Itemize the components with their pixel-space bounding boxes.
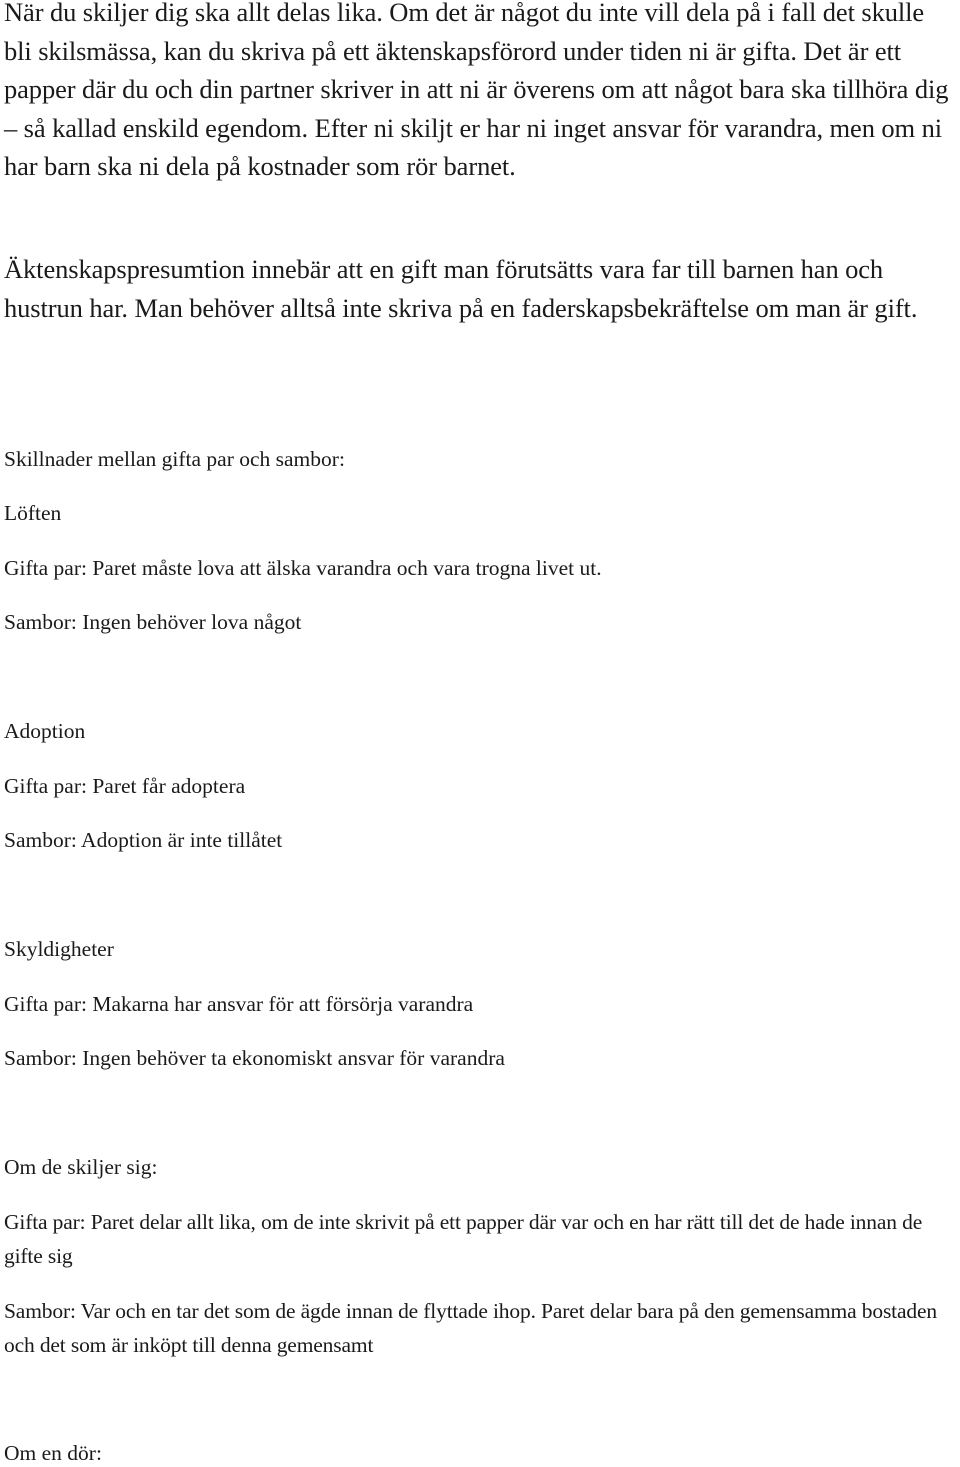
subheading-duties: Skyldigheter bbox=[4, 937, 114, 961]
duties-cohabiting: Sambor: Ingen behöver ta ekonomiskt ansvar för varandra bbox=[4, 1046, 505, 1070]
subheading-divorce: Om de skiljer sig: bbox=[4, 1155, 158, 1179]
subheading-death: Om en dör: bbox=[4, 1441, 102, 1465]
loften-cohabiting: Sambor: Ingen behöver lova något bbox=[4, 610, 302, 634]
adoption-cohabiting: Sambor: Adoption är inte tillåtet bbox=[4, 828, 283, 852]
duties-married: Gifta par: Makarna har ansvar för att försörja varandra bbox=[4, 992, 474, 1016]
divorce-married: Gifta par: Paret delar allt lika, om de inte skrivit på ett papper där var och en har rätt till det de hade innan de gifte sig bbox=[4, 1210, 923, 1268]
intro-paragraph-divorce: När du skiljer dig ska allt delas lika. Om det är något du inte vill dela på i fall det skulle bli skilsmässa, kan du skriva på ett äktenskapsförord under tiden ni är gifta. Det är ett papper där du och din partner skriver in att ni är överens om att något bara ska tillhöra dig – så kallad enskild egendom. Efter ni skiljt er har ni inget ansvar för varandra, men om ni har barn ska ni dela på kostnader som rör barnet. bbox=[4, 0, 949, 181]
subheading-loften: Löften bbox=[4, 501, 62, 525]
subheading-adoption: Adoption bbox=[4, 719, 86, 743]
adoption-married: Gifta par: Paret får adoptera bbox=[4, 774, 246, 798]
intro-paragraph-presumption: Äktenskapspresumtion innebär att en gift man förutsätts vara far till barnen han och hustrun har. Man behöver alltså inte skriva på en faderskapsbekräftelse om man är gift. bbox=[4, 254, 918, 323]
loften-married: Gifta par: Paret måste lova att älska varandra och vara trogna livet ut. bbox=[4, 556, 602, 580]
section-heading-differences: Skillnader mellan gifta par och sambor: bbox=[4, 447, 345, 471]
divorce-cohabiting: Sambor: Var och en tar det som de ägde innan de flyttade ihop. Paret delar bara på den gemensamma bostaden och det som är inköpt till denna gemensamt bbox=[4, 1299, 937, 1357]
